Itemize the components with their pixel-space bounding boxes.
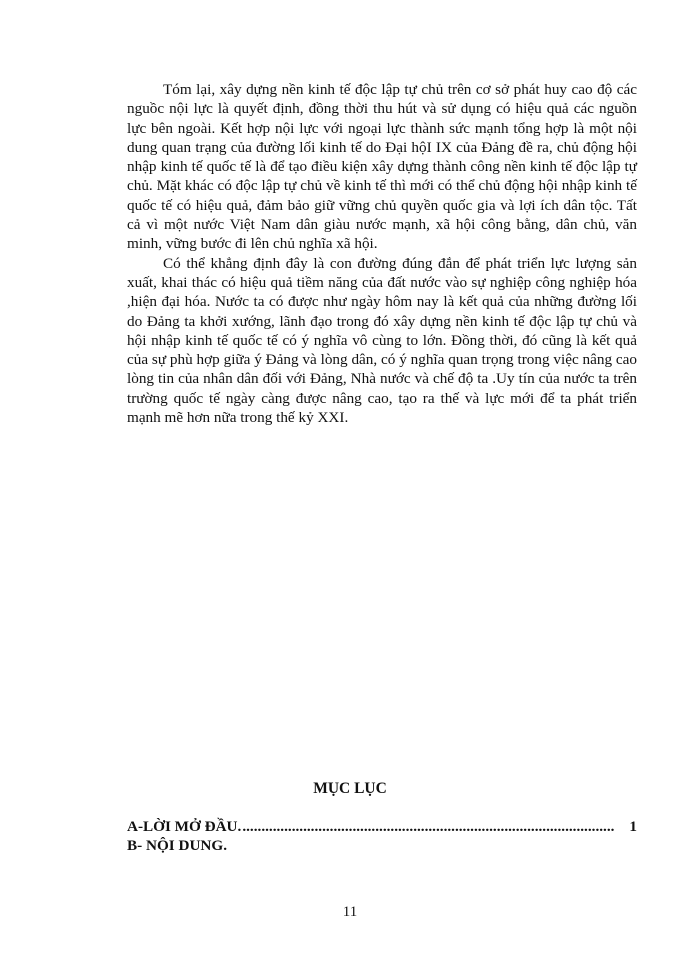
toc-entry-page: 1 (629, 818, 637, 835)
body-text (127, 80, 637, 427)
toc-dot-leader: .................................................................................................. (242, 818, 615, 835)
paragraph-affirmation: Có thể khẳng định đây là con đường đúng đắn để phát triển lực lượng sản xuất, khai thác có hiệu quả tiềm năng của đất nước vào sự nghiệp công nghiệp hóa ,hiện đại hóa. Nước ta có được như ngày hôm nay là kết quả của những đường lối do Đảng ta khởi xướng, lãnh đạo trong đó xây dựng nền kinh tế độc lập tự chủ và hội nhập kinh tế quốc tế có ý nghĩa vô cùng to lớn. Đồng thời, đó cũng là kết quả của sự phù hợp giữa ý Đảng và lòng dân, có ý nghĩa quan trọng trong việc nâng cao lòng tin của nhân dân đối với Đảng, Nhà nước và chế độ ta .Uy tín của nước ta trên trường quốc tế ngày càng được nâng cao, tạo ra thế và lực mới để ta phát triển mạnh mẽ hơn nữa trong thế kỷ XXI. (127, 254, 637, 427)
page-number: 11 (342, 904, 358, 920)
toc-entry-introduction[interactable] (127, 817, 637, 836)
table-of-contents (127, 817, 637, 855)
paragraph-conclusion: Tóm lại, xây dựng nền kinh tế độc lập tự chủ trên cơ sở phát huy cao độ các nguồc nội lực là quyết định, đồng thời thu hút và sử dụng có hiệu quả các nguồn lực bên ngoài. Kết hợp nội lực với ngoại lực thành sức mạnh tổng hợp là một nội dung quan trạng của đường lối kinh tế do Đại hộI IX của Đảng đề ra, chủ động hội nhập kinh tế quốc tế là để tạo điều kiện xây dựng thành công nền kinh tế độc lập tự chủ. Mặt khác có độc lập tự chủ về kinh tế thì mới có thể chủ động hội nhập kinh tế quốc tế có hiệu quả, đảm bảo giữ vững chủ quyền quốc gia và lợi ích dân tộc. Tất cả vì một nước Việt Nam dân giàu nước mạnh, xã hội công bằng, dân chủ, văn minh, vững bước đi lên chủ nghĩa xã hội. (127, 81, 637, 253)
toc-entry-label: B- NỘI DUNG. (127, 837, 227, 854)
toc-entry-label: A-LỜI MỞ ĐẦU. (127, 818, 242, 835)
toc-entry-content[interactable] (127, 836, 637, 855)
toc-title: MỤC LỤC (313, 780, 387, 797)
